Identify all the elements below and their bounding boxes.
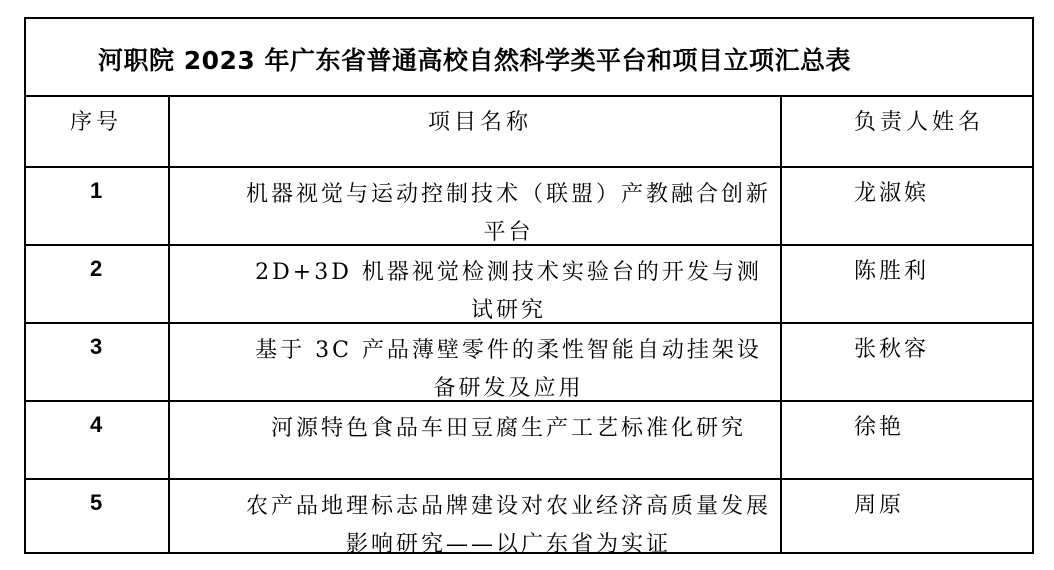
table-title-row	[26, 19, 1032, 97]
name-cell	[170, 480, 782, 557]
owner-name: 徐艳	[854, 415, 905, 440]
row-index: 1	[90, 178, 103, 203]
header-owner-label: 负责人姓名	[854, 110, 985, 135]
owner-cell	[782, 402, 1032, 478]
project-name: 河源特色食品车田豆腐生产工艺标准化研究	[270, 416, 746, 441]
project-name: 2D+3D 机器视觉检测技术实验台的开发与测试研究	[255, 260, 762, 323]
project-name: 基于 3C 产品薄壁零件的柔性智能自动挂架设备研发及应用	[255, 338, 762, 401]
index-cell	[26, 324, 170, 400]
row-index: 3	[90, 334, 103, 359]
header-name-label: 项目名称	[428, 110, 533, 135]
project-name: 农产品地理标志品牌建设对农业经济高质量发展影响研究——以广东省为实证	[246, 494, 772, 557]
owner-cell	[782, 480, 1032, 552]
owner-cell	[782, 168, 1032, 244]
table-row	[26, 324, 1032, 402]
table-row	[26, 246, 1032, 324]
row-index: 4	[90, 412, 103, 437]
owner-cell	[782, 246, 1032, 322]
owner-cell	[782, 324, 1032, 400]
table-row	[26, 480, 1032, 557]
row-index: 5	[90, 490, 103, 515]
header-cell-index	[26, 97, 170, 166]
index-cell	[26, 480, 170, 552]
owner-name: 龙淑嫔	[854, 181, 930, 206]
name-cell	[170, 324, 782, 400]
table-row	[26, 402, 1032, 480]
header-row	[26, 97, 1032, 168]
index-cell	[26, 402, 170, 478]
name-cell	[170, 246, 782, 322]
name-cell	[170, 402, 782, 478]
row-index: 2	[90, 256, 103, 281]
owner-name: 张秋容	[854, 337, 930, 362]
table-row	[26, 168, 1032, 246]
index-cell	[26, 168, 170, 244]
summary-table	[24, 17, 1034, 557]
index-cell	[26, 246, 170, 322]
name-cell	[170, 168, 782, 244]
project-name: 机器视觉与运动控制技术（联盟）产教融合创新平台	[246, 182, 772, 245]
header-index-label: 序号	[70, 110, 123, 135]
owner-name: 陈胜利	[854, 259, 930, 284]
table-title: 河职院 2023 年广东省普通高校自然科学类平台和项目立项汇总表	[98, 46, 851, 75]
owner-name: 周原	[854, 493, 905, 518]
header-cell-name	[170, 97, 782, 166]
header-cell-owner	[782, 97, 1032, 166]
